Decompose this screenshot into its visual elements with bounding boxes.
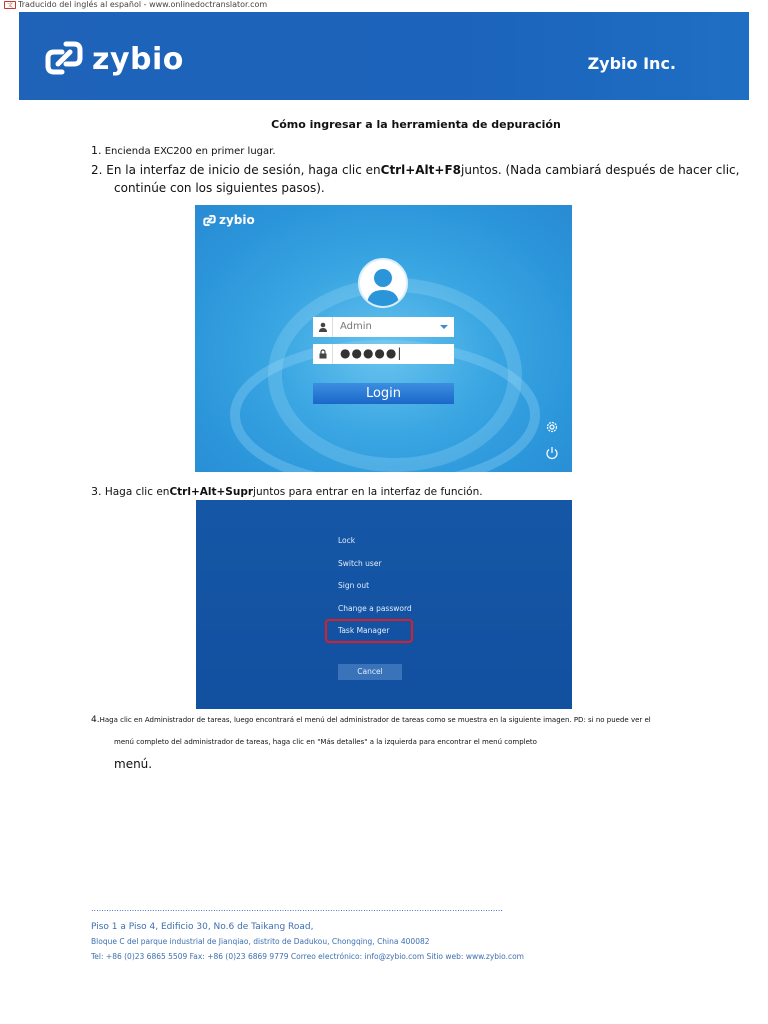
login-logo-text: zybio [219,213,255,227]
chevron-down-icon[interactable] [440,325,448,329]
username-value: Admin [340,321,372,332]
menu-item-lock[interactable]: Lock [338,536,356,545]
step-1 [91,144,276,159]
menu-item-task-manager[interactable]: Task Manager [338,626,390,635]
password-mask: ●●●●●| [340,346,403,360]
step-2-shortcut: Ctrl+Alt+F8 [380,163,462,177]
footer-address-line2: Bloque C del parque industrial de Jianqiao, distrito de Dadukou, Chongqing, China 400082 [91,937,430,946]
logo-wordmark: zybio [92,42,184,77]
zybio-logo-icon [44,38,84,78]
step-2-text-post: juntos. (Nada cambiará después de hacer clic, [461,163,740,177]
gear-icon[interactable] [545,420,559,434]
menu-item-sign-out[interactable]: Sign out [338,581,370,590]
company-name: Zybio Inc. [587,54,676,73]
login-screenshot [195,205,572,472]
step-2 [91,161,739,179]
footer-address-line1: Piso 1 a Piso 4, Edificio 30, No.6 de Taikang Road, [91,922,314,932]
step-4-line2: menú completo del administrador de tareas, haga clic en "Más detalles" a la izquierda para encontrar el menú completo [114,738,537,746]
menu-item-change-password[interactable]: Change a password [338,604,412,613]
cancel-button[interactable]: Cancel [338,664,402,680]
user-avatar-icon [358,258,408,308]
step-1-number: 1. [91,144,102,157]
translate-icon: 文 [4,1,16,9]
username-dropdown[interactable] [313,317,454,337]
menu-item-switch-user[interactable]: Switch user [338,559,382,568]
step-3-text-post: juntos para entrar en la interfaz de función. [253,486,483,498]
login-logo [203,213,255,227]
step-4-number: 4. [91,715,100,725]
step-4 [91,715,651,725]
step-4-line3: menú. [114,757,153,771]
page-title: Cómo ingresar a la herramienta de depuración [271,118,561,131]
step-3-number: 3. [91,485,102,498]
step-3 [91,485,483,499]
login-button[interactable]: Login [313,383,454,404]
step-3-shortcut: Ctrl+Alt+Supr [169,486,254,498]
translator-notice [4,0,267,10]
security-options-screenshot [196,500,572,709]
footer-contact-line: Tel: +86 (0)23 6865 5509 Fax: +86 (0)23 6869 9779 Correo electrónico: info@zybio.com Sitio web: www.zybio.com [91,952,524,961]
step-3-text-pre: Haga clic en [104,486,170,498]
power-icon[interactable] [545,446,559,460]
password-field[interactable] [313,344,454,364]
footer-divider: .................................................................................................................................................................. [91,904,503,913]
step-2-number: 2. [91,163,103,177]
step-2-line2: continúe con los siguientes pasos). [114,181,325,195]
user-icon [313,317,333,337]
task-manager-highlight [325,619,413,643]
background-swirl [195,205,572,472]
step-2-text-pre: En la interfaz de inicio de sesión, haga clic en [106,163,381,177]
lock-icon [313,344,333,364]
translator-notice-text: Traducido del inglés al español - www.onlinedoctranslator.com [18,0,268,9]
step-1-text: Encienda EXC200 en primer lugar. [104,146,276,157]
zybio-small-logo-icon [203,214,216,227]
step-4-line1: Haga clic en Administrador de tareas, luego encontrará el menú del administrador de tareas como se muestra en la siguiente imagen. PD: si no puede ver el [99,716,651,724]
